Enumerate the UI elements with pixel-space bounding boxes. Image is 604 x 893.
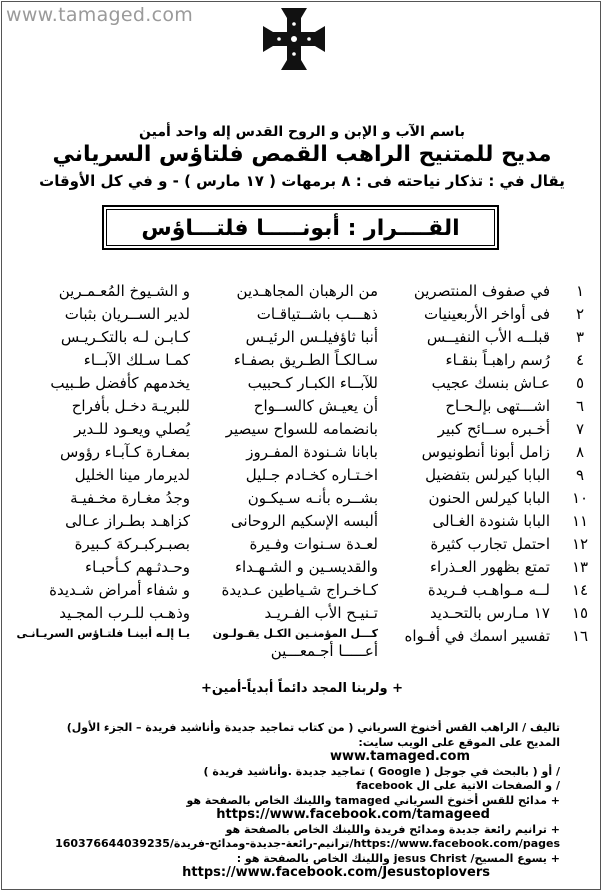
verse-line-c: وحـدثـهم كـأحبـاء: [85, 558, 190, 576]
refrain-box: [102, 205, 499, 250]
verse-number: ١٣: [571, 558, 589, 576]
verse-line-b: اخـتـاره كخـادم جـليل: [245, 466, 378, 484]
verse-line-c: يخدمهم كأفضل طـبيب: [50, 374, 190, 392]
verse-row: [0, 374, 604, 397]
verse-line-c: وجدُ مغـارة مخـفيـة: [70, 489, 190, 507]
verse-line-a: ١٧ مـارس بالتحـديد: [429, 604, 550, 622]
verse-row: [0, 282, 604, 305]
verse-line-a: عـاش بنسك عجيب: [431, 374, 550, 392]
verse-line-c: بصبـركبـركة كـبيرة: [74, 535, 190, 553]
hymns-page-link[interactable]: https://www.facebook.com/pages/ترانيم-رائعة-جديدة-ومدائح-فريدة/160376644039235: [55, 837, 560, 850]
verse-line-a: تمتع بظهور العـذراء: [430, 558, 550, 576]
verse-line-b: ذهـــب باشــتياقـات: [256, 305, 378, 323]
verse-line-a: رُسم راهبـاً بنقـاء: [445, 351, 550, 369]
verse-line-a: قبلــه الأب النفيــس: [426, 328, 550, 346]
verse-row: [0, 351, 604, 374]
verse-line-c: للبريـة دخـل بأفراح: [71, 397, 190, 415]
verse-line-a: احتمل تجارب كثيرة: [430, 535, 550, 553]
verse-line-a: زامل أبونا أنطونيوس: [421, 443, 550, 461]
verse-line-c: يُصلي ويعـود للـدير: [74, 420, 190, 438]
verse-number: ٥: [575, 374, 585, 392]
verse-row: [0, 535, 604, 558]
jesus-page-link[interactable]: https://www.facebook.com/Jesustoplovers: [182, 865, 490, 880]
page-title: مديح للمتنيح الراهب القمص فلتاؤس السرياني: [52, 142, 552, 167]
footer-credits: [55, 721, 560, 881]
verse-line-b: بانضمامه للسواح سيصير: [225, 420, 378, 438]
verse-number: ١٢: [571, 535, 589, 553]
verse-line-a: أخـبره ســائح كبير: [437, 420, 550, 438]
verse-number: ٣: [575, 328, 585, 346]
verse-line-b: سـالكـاً الطـريق بصفـاء: [233, 351, 378, 369]
verse-row: [0, 512, 604, 535]
verse-line-b: بشــره بأنـه سـيكـون: [247, 489, 378, 507]
watermark: www.tamaged.com: [6, 4, 194, 26]
google-search-line: / أو ( بالبحث في جوجل ( Google ) تماجيد جديدة .وأناشيد فريدة ): [203, 764, 560, 778]
verse-line-a: البابا كيرلس الحنون: [428, 489, 550, 507]
verse-row: [0, 581, 604, 604]
verse-line-c: لدير الســريان بثبات: [64, 305, 190, 323]
verse-line-c: كزاهـد بطـراز عـالى: [65, 512, 190, 530]
verse-line-b: كـاخـراج شـياطين عـديدة: [221, 581, 378, 599]
author-line: تاليف / الراهب القس أخنوخ السرياني ( من كتاب تماجيد جديدة وأناشيد فريدة – الجزء الأول): [66, 721, 560, 734]
tamaged-page-line: + مدائح للقس أخنوخ السرياني tamaged واللينك الخاص بالصفحة هو: [186, 793, 560, 807]
verse-line-a: اشـــتهى بإلـحـاح: [445, 397, 550, 415]
verse-line-c: كمـا سـلك الآبــاء: [83, 351, 190, 369]
verse-line-c: بمغـارة كـآبـاء رؤوس: [59, 443, 190, 461]
verse-row: [0, 489, 604, 512]
verse-line-b: كـــل المؤمنـين الكـل يقـولـون: [212, 627, 378, 640]
verse-line-b: تـنيـح الأب الفـريـد: [264, 604, 378, 622]
verse-number: ١٠: [571, 489, 589, 507]
verse-line-b: لعـدة سـنوات وفـيرة: [249, 535, 378, 553]
verse-line-a: فى أواخر الأربعينيات: [424, 305, 550, 323]
verse-line-c: كـابـن لـه بالتكـريـس: [60, 328, 190, 346]
jesus-page-line: + يسوع المسيح/ jesus Christ واللينك الخاص بالصفحة هو :: [236, 851, 560, 865]
verse-row: [0, 466, 604, 489]
tamageed-link[interactable]: https://www.facebook.com/tamageed: [216, 807, 490, 822]
verse-line-b: أن يعيـش كالســواح: [253, 397, 378, 415]
hymns-page-line: + ترانيم رائعة جديدة ومدائح فريدة واللينك الخاص بالصفحة هو: [225, 822, 560, 836]
blessing-line: باسم الآب و الإبن و الروح القدس إله واحد أمين: [139, 124, 465, 140]
verse-line-b: والقديسـين و الشـهـداء: [234, 558, 378, 576]
verse-line-c: وذهـب للـرب المجـيد: [59, 604, 190, 622]
website-link[interactable]: www.tamaged.com: [330, 749, 470, 764]
verse-number: ٢: [575, 305, 585, 323]
verse-line-a: البابا كيرلس بتفضيل: [425, 466, 550, 484]
verse-line-a: في صفوف المنتصرين: [413, 282, 550, 300]
verse-number: ٧: [575, 420, 585, 438]
verse-row: [0, 443, 604, 466]
verse-line-b: ألبسه الإسكيم الروحانى: [230, 512, 378, 530]
verse-number: ٦: [575, 397, 585, 415]
verse-row: [0, 305, 604, 328]
verse-number: ١٤: [571, 581, 589, 599]
verse-line-b: بابانا شـنودة المفـروز: [246, 443, 378, 461]
website-label: المديح على الموقع على الويب سايت:: [358, 735, 560, 749]
verse-line-c: و الشـيوخ المُعـمـرين: [58, 282, 190, 300]
verse-line-c: يـا إلـه أبينـا فلتـاؤس السريـانـى: [16, 627, 190, 640]
verse-line-b: للآبــاء الكبـار كـحبيب: [247, 374, 378, 392]
verse-number: ٤: [575, 351, 585, 369]
verse-number: ١٦: [571, 627, 589, 645]
verse-row: [0, 558, 604, 581]
verse-row: [0, 328, 604, 351]
verse-number: ٨: [575, 443, 585, 461]
verse-line-c: لديرمار مينا الخليل: [74, 466, 190, 484]
occasion-line: يقال في : تذكار نياحته فى : ٨ برمهات ( ١٧ مارس ) - و في كل الأوقات: [39, 172, 565, 190]
refrain-text: القــــرار : أبونـــــا فلتـــاؤس: [106, 209, 495, 246]
verse-line-b: من الرهبان المجاهـدين: [236, 282, 378, 300]
verse-number: ١٥: [571, 604, 589, 622]
verse-row-continuation: [0, 642, 604, 665]
verse-line-a: البابا شنودة الغـالى: [432, 512, 550, 530]
verse-row: [0, 420, 604, 443]
verse-number: ١: [575, 282, 585, 300]
coptic-cross-icon: [259, 4, 329, 74]
verse-number: ١١: [571, 512, 589, 530]
facebook-pages-line: / و الصفحات الاتية على ال facebook: [356, 779, 560, 792]
verse-line-c: و شفاء أمراض شـديدة: [49, 581, 190, 599]
verse-line-b: أنبا ثاؤفيلـس الرئيـس: [245, 328, 378, 346]
verse-row: [0, 397, 604, 420]
verse-row: [0, 604, 604, 627]
verse-line-a: تفسير اسمك في أفـواه: [404, 627, 550, 645]
verse-number: ٩: [575, 466, 585, 484]
verse-line-b2: أعـــــا أجـمعـــين: [270, 642, 378, 660]
closing-line: + ولربنا المجد دائماً أبدياً-أمين+: [200, 681, 404, 696]
verse-line-a: لــه مـواهـب فـريدة: [427, 581, 550, 599]
